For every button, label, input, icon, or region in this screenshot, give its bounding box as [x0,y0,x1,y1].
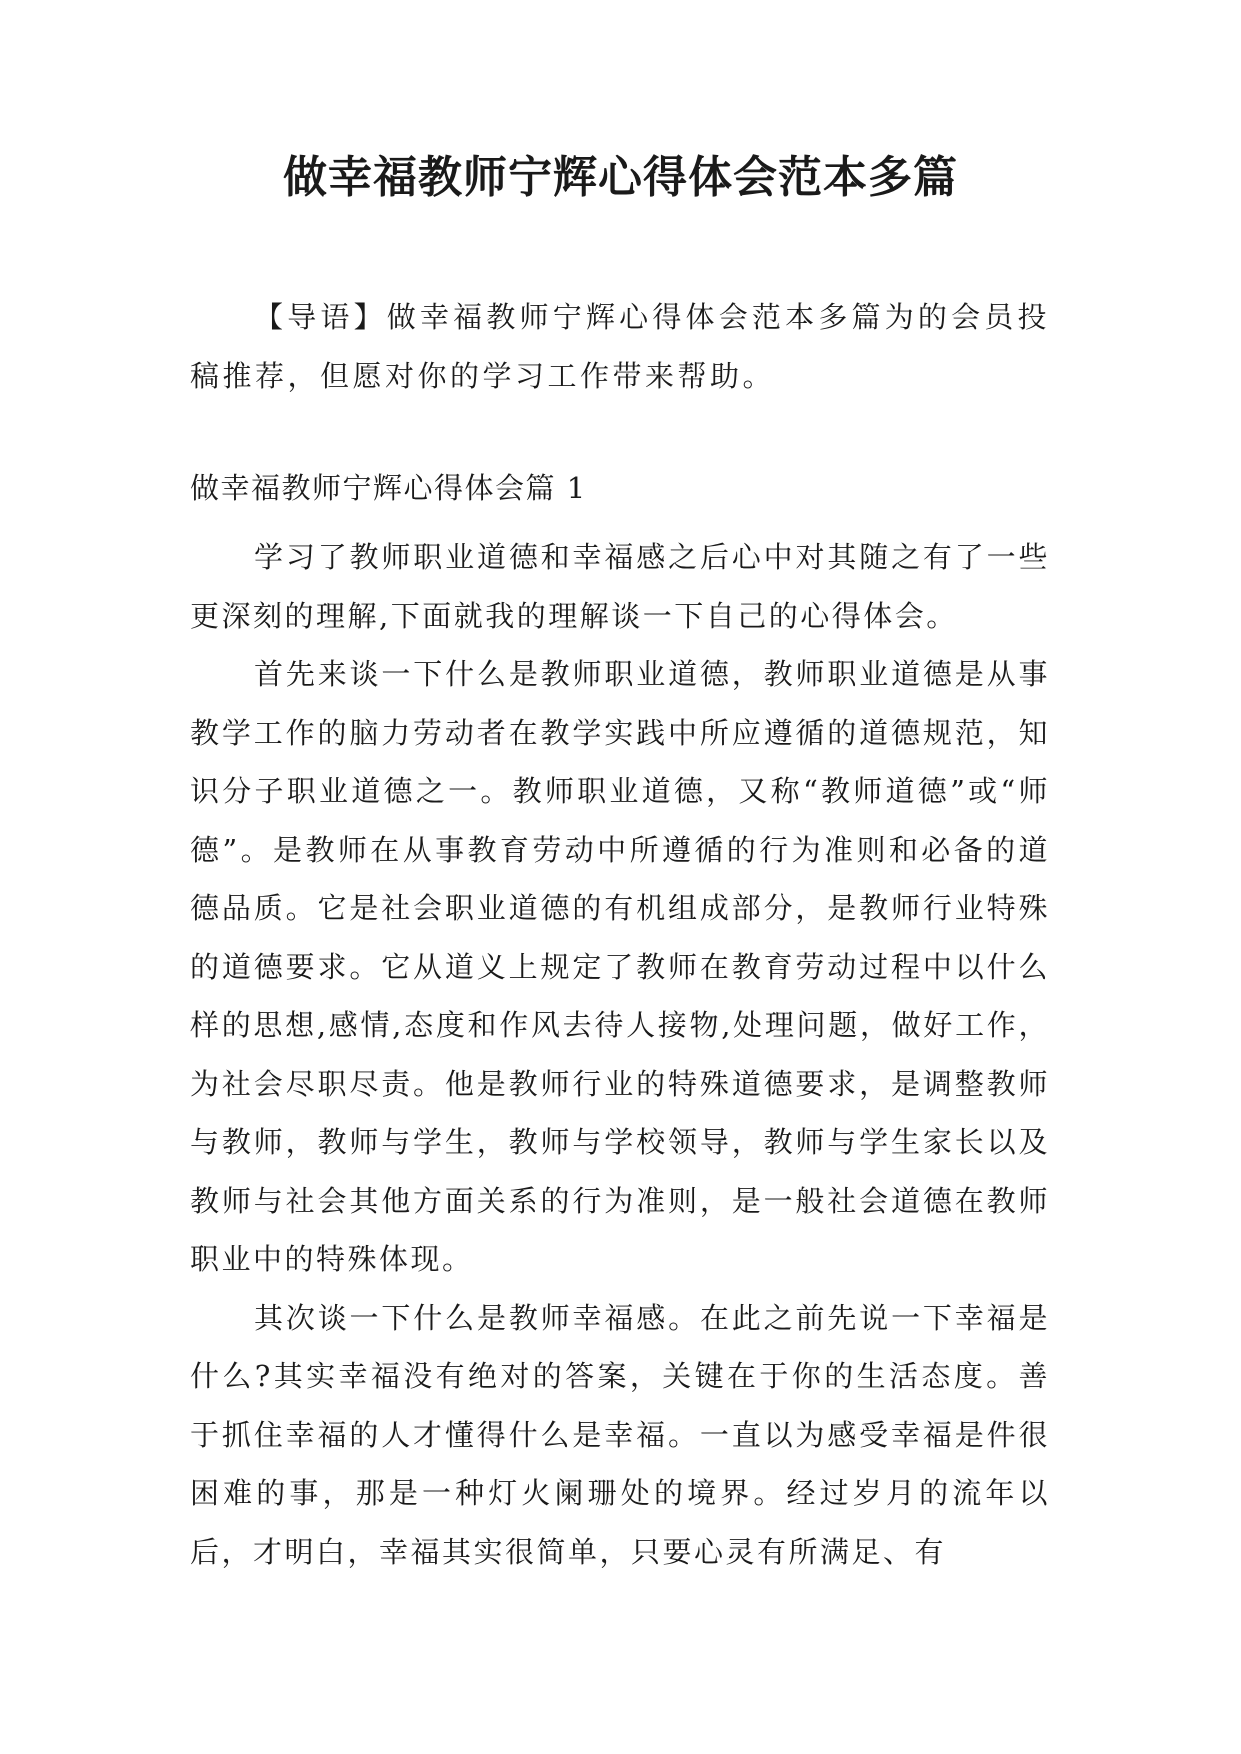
body-paragraph: 其次谈一下什么是教师幸福感。在此之前先说一下幸福是什么?其实幸福没有绝对的答案，关键在于你的生活态度。善于抓住幸福的人才懂得什么是幸福。一直以为感受幸福是件很困难的事，那是一种灯火阑珊处的境界。经过岁月的流年以后，才明白，幸福其实很简单，只要心灵有所满足、有 [190,1300,1050,1569]
intro-paragraph: 【导语】做幸福教师宁辉心得体会范本多篇为的会员投稿推荐，但愿对你的学习工作带来帮助。 [190,300,1050,393]
body-paragraph: 学习了教师职业道德和幸福感之后心中对其随之有了一些更深刻的理解,下面就我的理解谈一下自己的心得体会。 [190,540,1050,633]
section-body [190,528,1050,1581]
section-heading: 做幸福教师宁辉心得体会篇 1 [190,471,587,505]
document-title: 做幸福教师宁辉心得体会范本多篇 [283,152,958,203]
body-paragraph: 首先来谈一下什么是教师职业道德，教师职业道德是从事教学工作的脑力劳动者在教学实践中所应遵循的道德规范，知识分子职业道德之一。教师职业道德，又称“教师道德”或“师德”。是教师在从事教育劳动中所遵循的行为准则和必备的道德品质。它是社会职业道德的有机组成部分，是教师行业特殊的道德要求。它从道义上规定了教师在教育劳动过程中以什么样的思想,感情,态度和作风去待人接物,处理问题，做好工作，为社会尽职尽责。他是教师行业的特殊道德要求，是调整教师与教师，教师与学生，教师与学校领导，教师与学生家长以及教师与社会其他方面关系的行为准则，是一般社会道德在教师职业中的特殊体现。 [190,657,1050,1276]
